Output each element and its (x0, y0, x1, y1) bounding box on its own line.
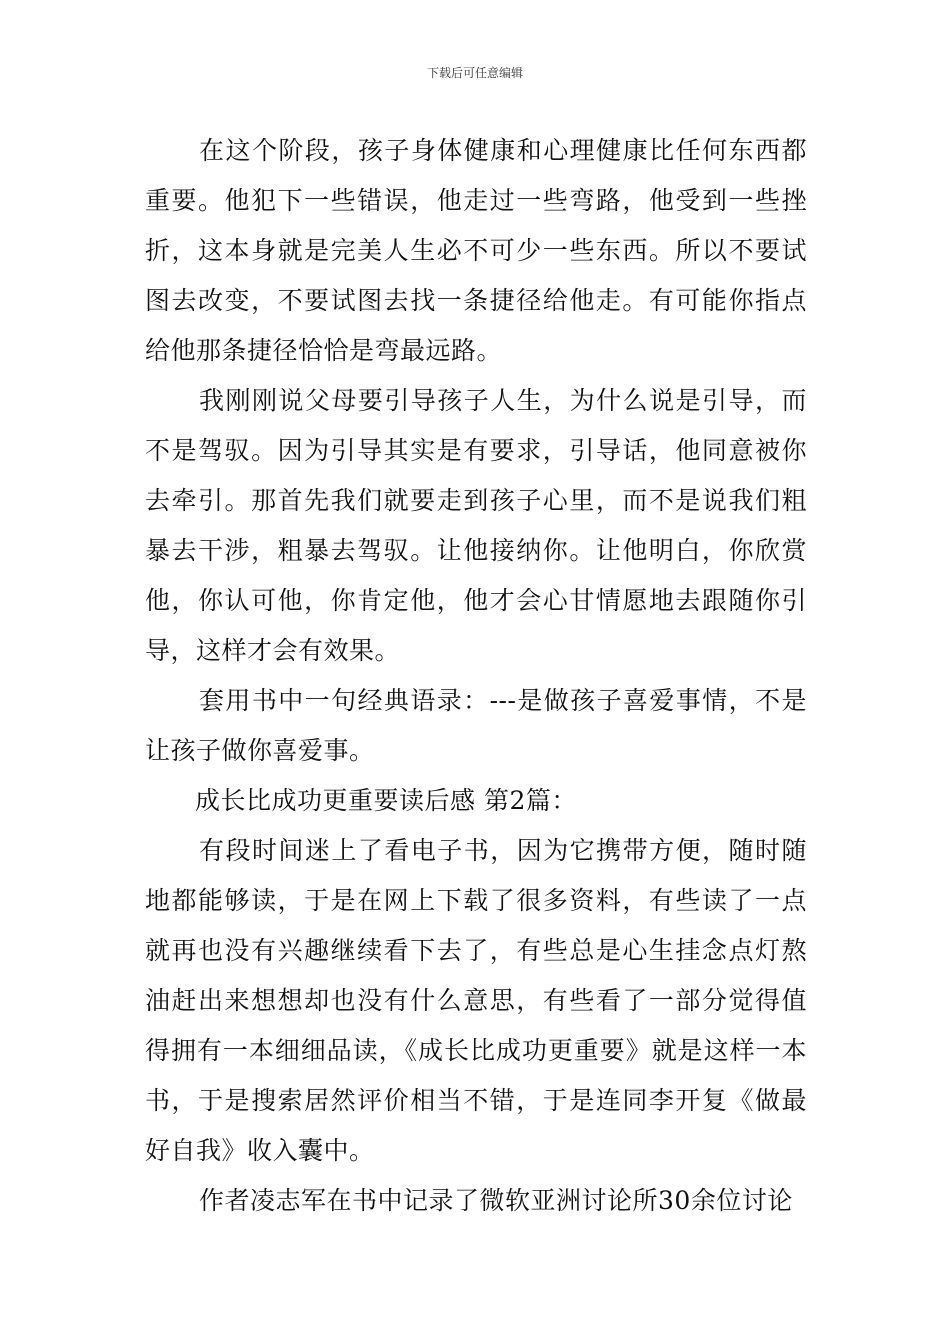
paragraph: 有段时间迷上了看电子书，因为它携带方便，随时随地都能够读，于是在网上下载了很多资料，有些读了一点就再也没有兴趣继续看下去了，有些总是心生挂念点灯熬油赶出来想想却也没有什么意思，有些看了一部分觉得值得拥有一本细细品读，《成长比成功更重要》就是这样一本书，于是搜索居然评价相当不错，于是连同李开复《做最好自我》收入囊中。 (145, 836, 807, 1165)
section-heading: 成长比成功更重要读后感 第2篇： (195, 786, 577, 815)
paragraph: 在这个阶段，孩子身体健康和心理健康比任何东西都重要。他犯下一些错误，他走过一些弯路，他受到一些挫折，这本身就是完美人生必不可少一些东西。所以不要试图去改变，不要试图去找一条捷径给他走。有可能你指点给他那条捷径恰恰是弯最远路。 (145, 136, 807, 365)
page-header: 下载后可任意编辑 (426, 66, 523, 80)
paragraph: 我刚刚说父母要引导孩子人生，为什么说是引导，而不是驾驭。因为引导其实是有要求，引导话，他同意被你去牵引。那首先我们就要走到孩子心里，而不是说我们粗暴去干涉，粗暴去驾驭。让他接纳你。让他明白，你欣赏他，你认可他，你肯定他，他才会心甘情愿地去跟随你引导，这样才会有效果。 (145, 386, 807, 665)
paragraph: 作者凌志军在书中记录了微软亚洲讨论所30余位讨论 (199, 1186, 793, 1215)
paragraph: 套用书中一句经典语录：---是做孩子喜爱事情，不是让孩子做你喜爱事。 (145, 686, 807, 765)
document-body (145, 126, 807, 1226)
